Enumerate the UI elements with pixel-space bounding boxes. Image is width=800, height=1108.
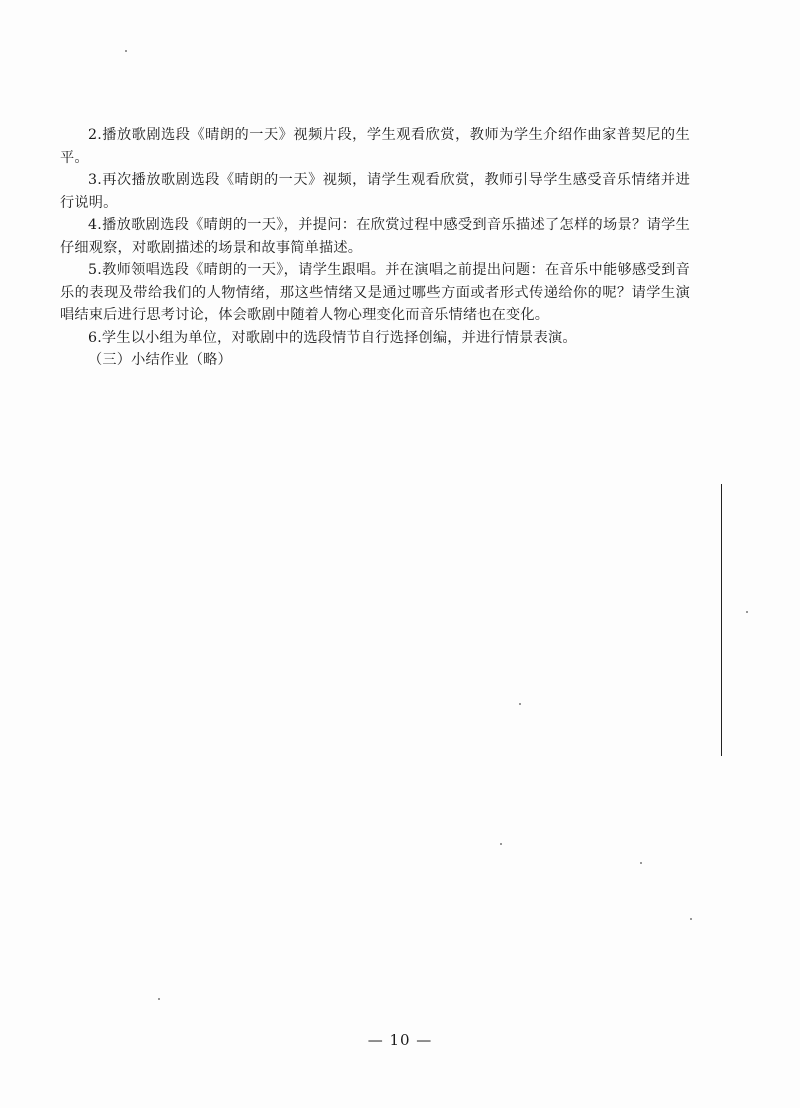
document-body	[60, 124, 690, 372]
scan-edge-line	[721, 484, 722, 756]
paragraph-step-2: 2.播放歌剧选段《晴朗的一天》视频片段，学生观看欣赏，教师为学生介绍作曲家普契尼的生平。	[60, 127, 690, 166]
paragraph-step-4: 4.播放歌剧选段《晴朗的一天》，并提问：在欣赏过程中感受到音乐描述了怎样的场景？请学生仔细观察，对歌剧描述的场景和故事简单描述。	[60, 217, 690, 256]
scan-speck	[746, 611, 748, 613]
scan-speck	[519, 703, 521, 705]
scan-speck	[690, 918, 692, 920]
paragraph-step-3: 3.再次播放歌剧选段《晴朗的一天》视频，请学生观看欣赏，教师引导学生感受音乐情绪并进行说明。	[60, 172, 690, 211]
section-summary-heading: （三）小结作业（略）	[88, 352, 232, 368]
paragraph-step-6: 6.学生以小组为单位，对歌剧中的选段情节自行选择创编，并进行情景表演。	[88, 329, 577, 346]
paragraph-step-5: 5.教师领唱选段《晴朗的一天》，请学生跟唱。并在演唱之前提出问题：在音乐中能够感受到音乐的表现及带给我们的人物情绪，那这些情绪又是通过哪些方面或者形式传递给你的呢？请学生演唱结束后进行思考讨论，体会歌剧中随着人物心理变化而音乐情绪也在变化。	[60, 262, 690, 323]
scan-speck	[125, 50, 127, 52]
scan-speck	[500, 843, 502, 845]
scan-speck	[158, 998, 160, 1000]
page-number: — 10 —	[367, 1031, 433, 1049]
scan-speck	[640, 862, 642, 864]
